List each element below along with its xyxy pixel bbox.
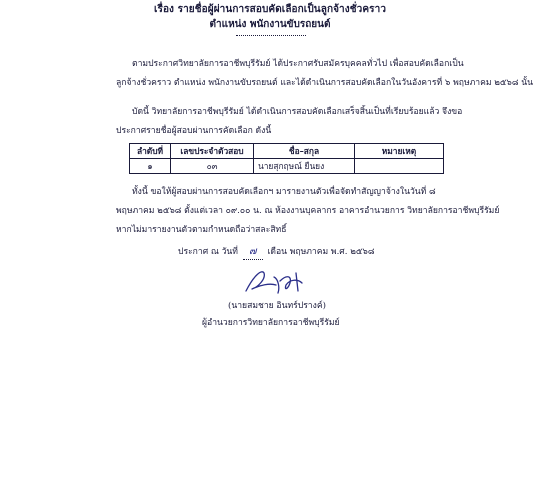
document-position: ตำแหน่ง พนักงานขับรถยนต์ — [209, 19, 331, 30]
announcement-date — [178, 244, 374, 260]
paragraph-2-line-2: ประกาศรายชื่อผู้สอบผ่านการคัดเลือก ดังนี้ — [116, 126, 272, 136]
cell-name: นายสุกฤษณ์ ยืนยง — [254, 159, 355, 174]
handwritten-signature — [240, 265, 320, 299]
results-table — [129, 143, 444, 174]
announcement-suffix: เดือน พฤษภาคม พ.ศ. ๒๕๖๘ — [267, 247, 375, 257]
title-divider — [236, 35, 306, 36]
cell-remarks — [355, 159, 444, 174]
column-header-remarks: หมายเหตุ — [355, 144, 444, 159]
column-header-name: ชื่อ–สกุล — [254, 144, 355, 159]
signatory-name: (นายสมชาย อินทร์ปรางค์) — [228, 301, 326, 311]
column-header-order: ลำดับที่ — [130, 144, 171, 159]
document-subject: เรื่อง รายชื่อผู้ผ่านการสอบคัดเลือกเป็นลูกจ้างชั่วคราว — [153, 4, 387, 15]
paragraph-2-line-1: บัดนี้ วิทยาลัยการอาชีพบุรีรัมย์ ได้ดำเนินการสอบคัดเลือกเสร็จสิ้นเป็นที่เรียบร้อยแล้ว จึงขอ — [132, 107, 463, 117]
column-header-exam-id: เลขประจำตัวสอบ — [171, 144, 254, 159]
table-row — [130, 159, 444, 174]
paragraph-3-line-2: พฤษภาคม ๒๕๖๘ ตั้งแต่เวลา ๐๙.๐๐ น. ณ ห้องงานบุคลากร อาคารอำนวยการ วิทยาลัยการอาชีพบุรีรัมย์ — [116, 206, 500, 216]
signatory-title: ผู้อำนวยการวิทยาลัยการอาชีพบุรีรัมย์ — [202, 318, 340, 328]
paragraph-3-line-1: ทั้งนี้ ขอให้ผู้สอบผ่านการสอบคัดเลือกฯ มารายงานตัวเพื่อจัดทำสัญญาจ้างในวันที่ ๘ — [132, 187, 436, 197]
cell-exam-id: ๐๓ — [171, 159, 254, 174]
paragraph-1-line-1: ตามประกาศวิทยาลัยการอาชีพบุรีรัมย์ ได้ประกาศรับสมัครบุคคลทั่วไป เพื่อสอบคัดเลือกเป็น — [132, 59, 464, 69]
paragraph-3-line-3: หากไม่มารายงานตัวตามกำหนดถือว่าสละสิทธิ์ — [116, 225, 287, 235]
cell-order: ๑ — [130, 159, 171, 174]
announcement-prefix: ประกาศ ณ วันที่ — [178, 247, 238, 257]
table-header-row — [130, 144, 444, 159]
announcement-day: ๗ — [243, 244, 263, 260]
paragraph-1-line-2: ลูกจ้างชั่วคราว ตำแหน่ง พนักงานขับรถยนต์ และได้ดำเนินการสอบคัดเลือกในวันอังคารที่ ๖ พฤษภาคม ๒๕๖๘ นั้น — [116, 78, 533, 88]
